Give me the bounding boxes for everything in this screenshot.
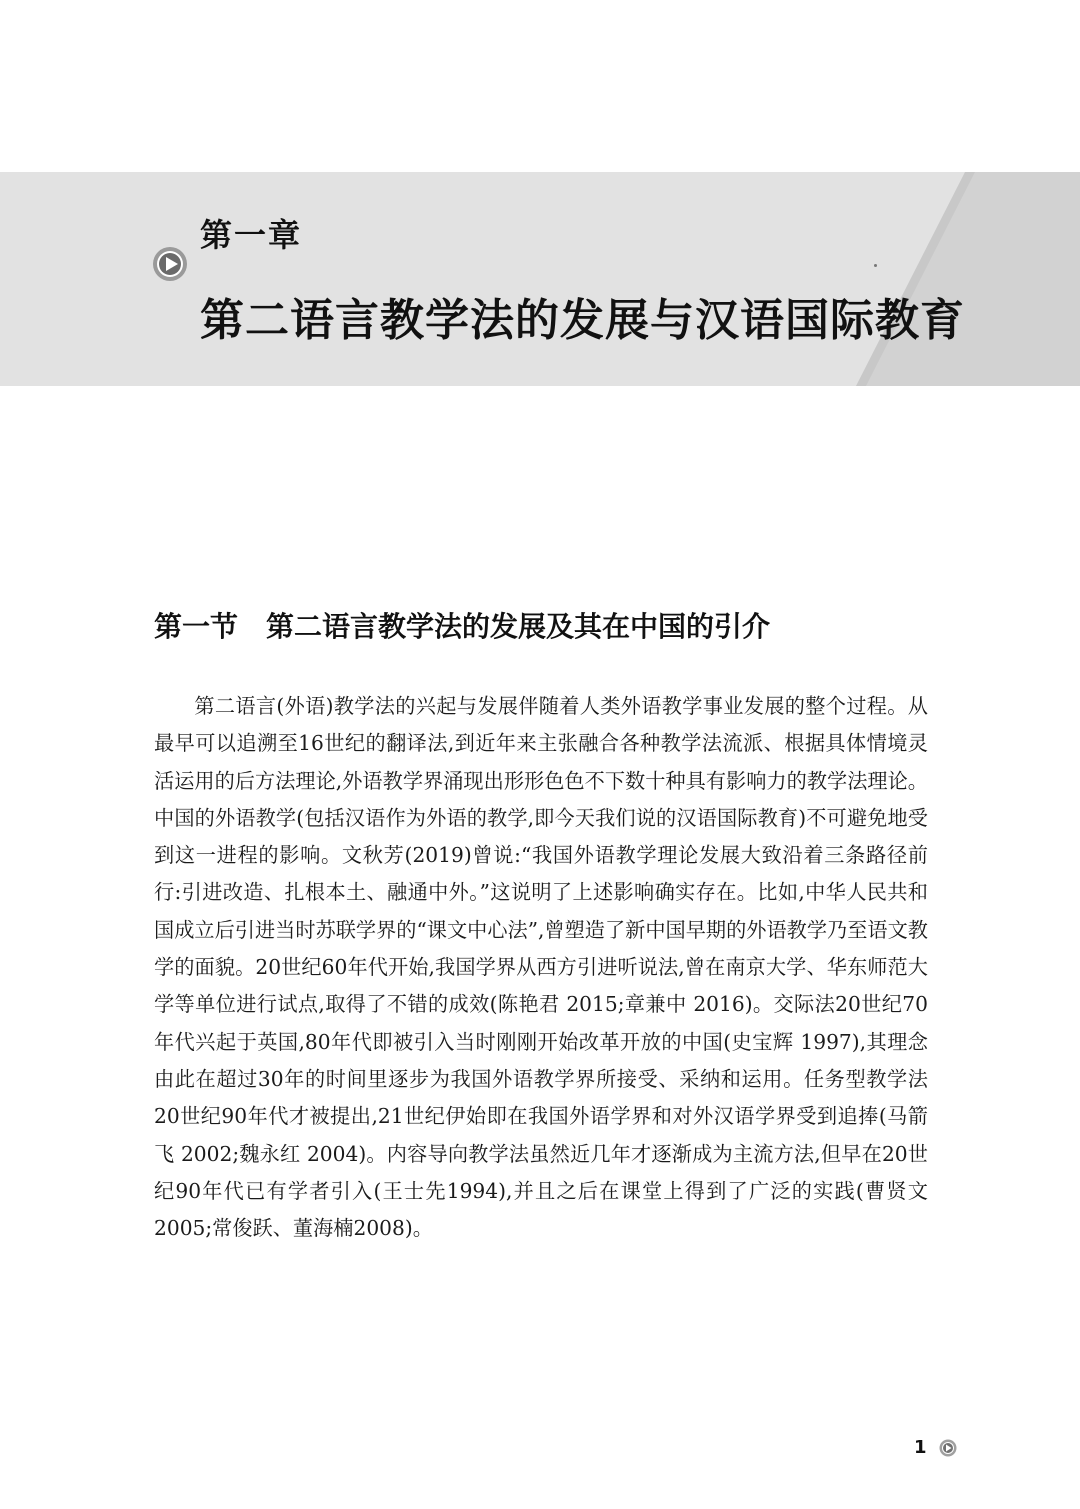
body-paragraph: 第二语言(外语)教学法的兴起与发展伴随着人类外语教学事业发展的整个过程。从最早可以追溯至16世纪的翻译法,到近年来主张融合各种教学法流派、根据具体情境灵活运用的后方法理论,外语教学界涌现出形形色色不下数十种具有影响力的教学法理论。中国的外语教学(包括汉语作为外语的教学,即今天我们说的汉语国际教育)不可避免地受到这一进程的影响。文秋芳(2019)曾说:“我国外语教学理论发展大致沿着三条路径前行:引进改造、扎根本土、融通中外。”这说明了上述影响确实存在。比如,中华人民共和国成立后引进当时苏联学界的“课文中心法”,曾塑造了新中国早期的外语教学乃至语文教学的面貌。20世纪60年代开始,我国学界从西方引进听说法,曾在南京大学、华东师范大学等单位进行试点,取得了不错的成效(陈艳君 2015;章兼中 2016)。交际法20世纪70年代兴起于英国,80年代即被引入当时刚刚开始改革开放的中国(史宝辉 1997),其理念由此在超过30年的时间里逐步为我国外语教学界所接受、采纳和运用。任务型教学法20世纪90年代才被提出,21世纪伊始即在我国外语学界和对外汉语学界受到追捧(马箭飞 2002;魏永红 2004)。内容导向教学法虽然近几年才逐渐成为主流方法,但早在20世纪90年代已有学者引入(王士先1994),并且之后在课堂上得到了广泛的实践(曹贤文 2005;常俊跃、董海楠2008)。	[154, 694, 928, 1241]
play-arrow-circle-icon	[152, 246, 188, 282]
chapter-label: 第一章	[200, 216, 303, 254]
play-arrow-circle-icon	[939, 1439, 957, 1457]
banner-dot	[874, 264, 877, 267]
section-number: 第一节	[154, 610, 239, 643]
chapter-title: 第二语言教学法的发展与汉语国际教育	[200, 295, 965, 346]
section-heading	[154, 605, 954, 645]
section-title: 第二语言教学法的发展及其在中国的引介	[266, 610, 771, 643]
page-number: 1	[914, 1437, 927, 1458]
